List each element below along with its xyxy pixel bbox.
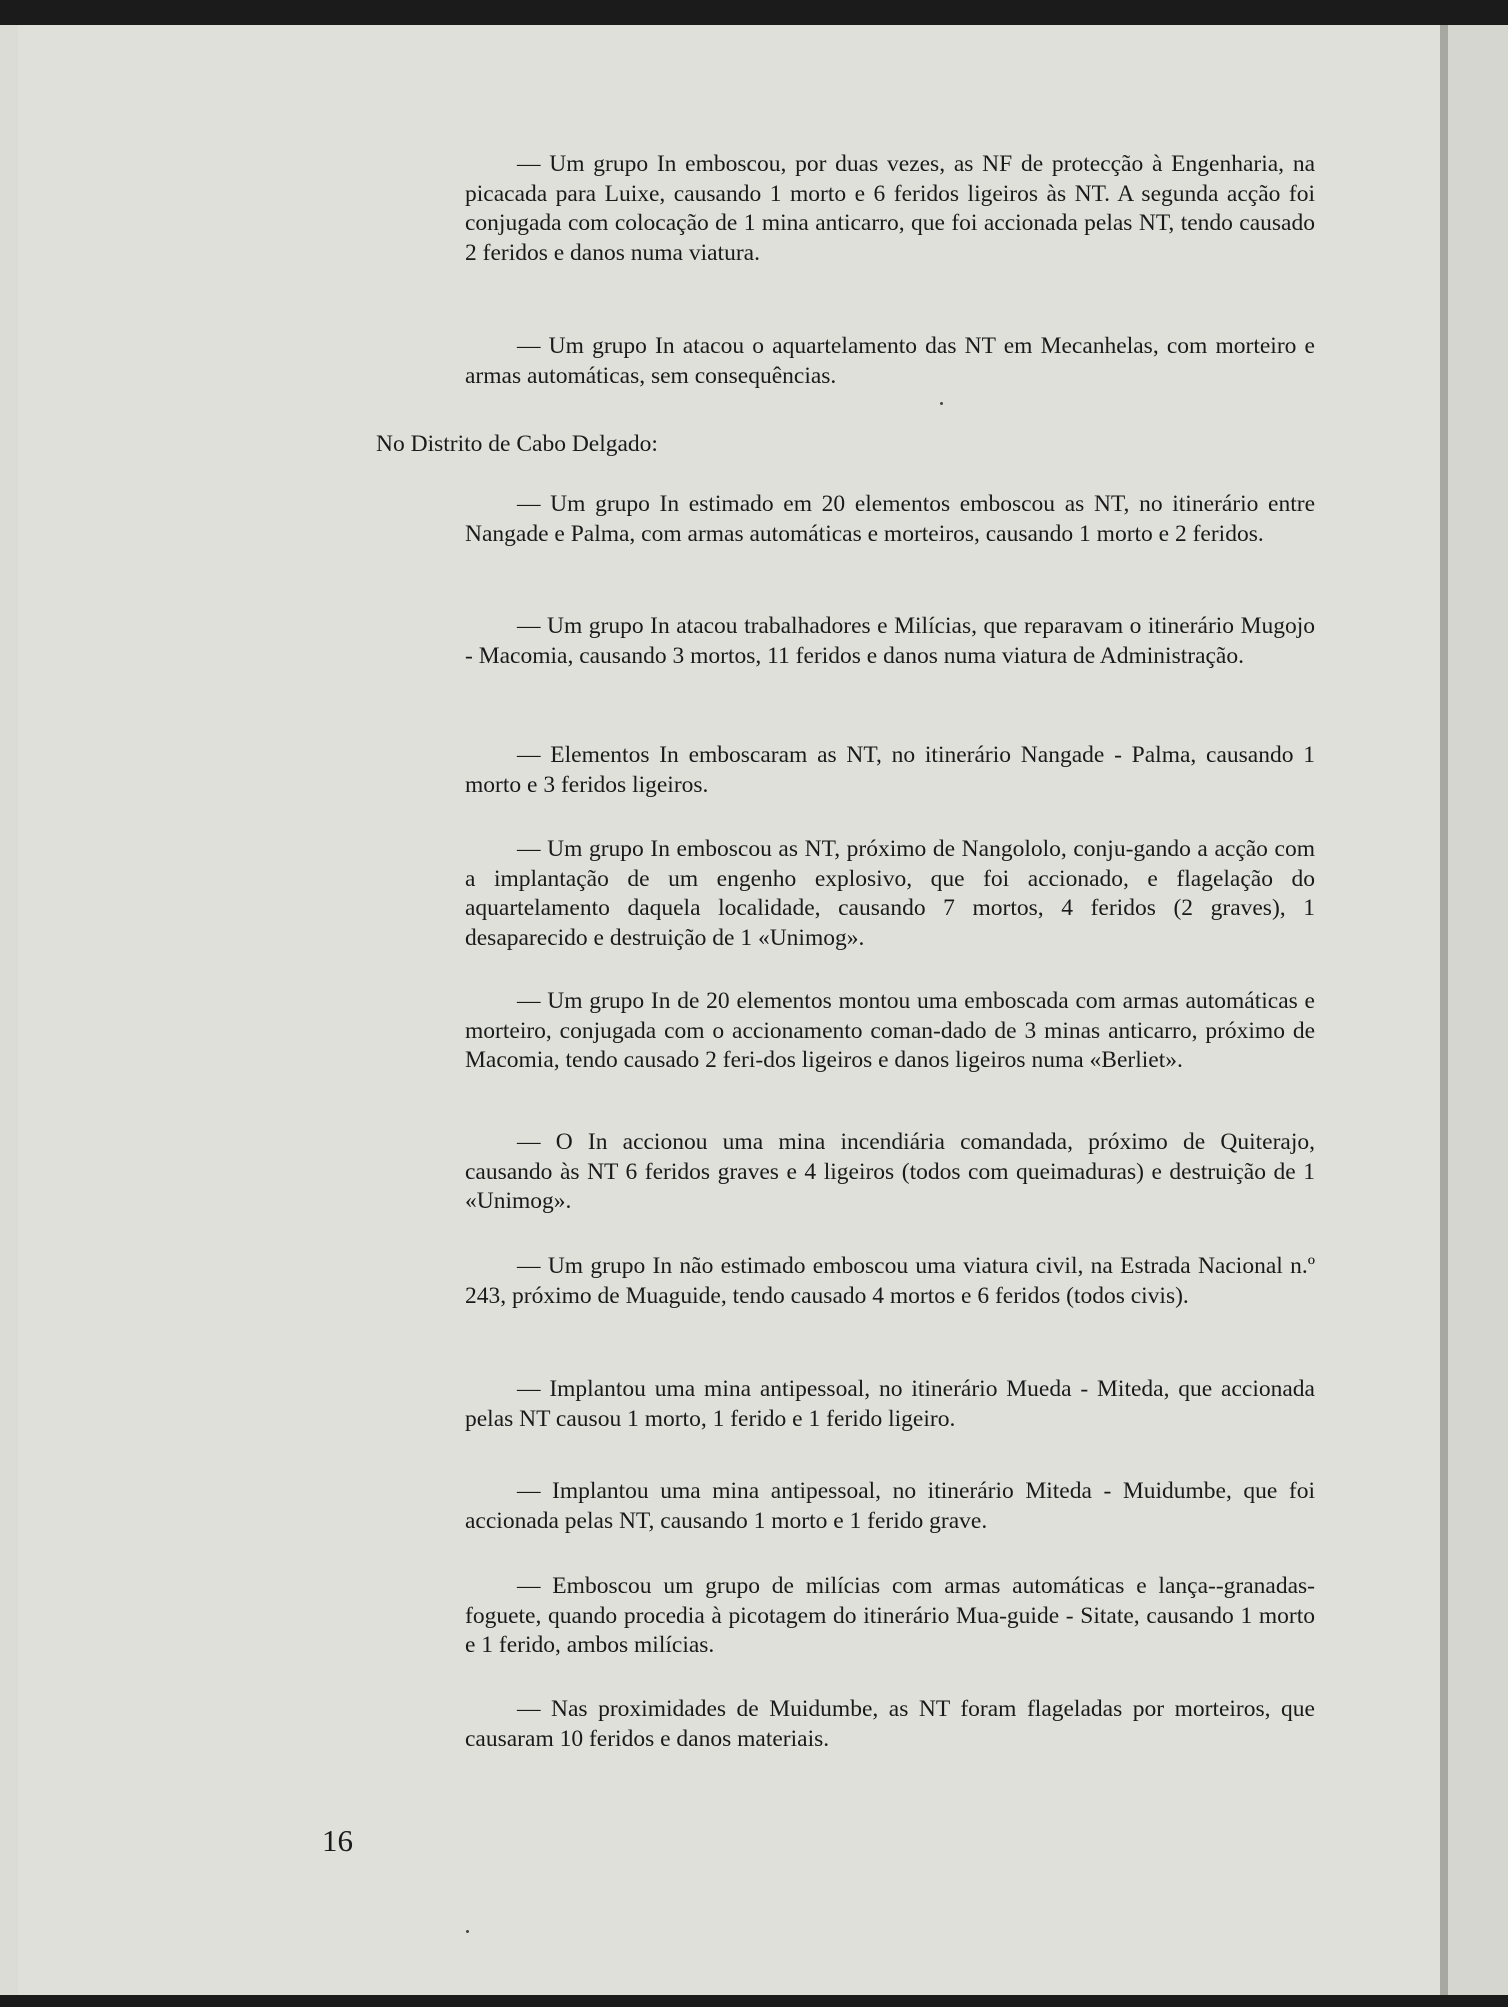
paragraph-10: — Implantou uma mina antipessoal, no itinerário Mueda - Miteda, que accionada pelas NT causou 1 morto, 1 ferido e 1 ferido ligeiro. (465, 1376, 1315, 1432)
paragraph-1: — Um grupo In emboscou, por duas vezes, as NF de protecção à Engenharia, na picacada para Luixe, causando 1 morto e 6 feridos ligeiros às NT. A segunda acção foi conjugada com colocação de 1 mina anticarro, que foi accionada pelas NT, tendo causado 2 feridos e danos numa viatura. (465, 151, 1315, 266)
paragraph-2: — Um grupo In atacou o aquartelamento das NT em Mecanhelas, com morteiro e armas automáticas, sem consequências. (465, 333, 1315, 389)
paragraph-13: — Nas proximidades de Muidumbe, as NT foram flageladas por morteiros, que causaram 10 feridos e danos materiais. (465, 1696, 1315, 1752)
scan-speck (466, 1930, 469, 1933)
paragraph-5: — Elementos In emboscaram as NT, no itinerário Nangade - Palma, causando 1 morto e 3 feridos ligeiros. (465, 742, 1315, 798)
page-sheet (18, 25, 1448, 1995)
scanned-page-area (0, 25, 1508, 1995)
page-edge-shadow (1440, 25, 1448, 1995)
paragraph-9: — Um grupo In não estimado emboscou uma viatura civil, na Estrada Nacional n.º 243, próximo de Muaguide, tendo causado 4 mortos e 6 feridos (todos civis). (465, 1253, 1315, 1309)
paragraph-7: — Um grupo In de 20 elementos montou uma emboscada com armas automáticas e morteiro, conjugada com o accionamento coman-dado de 3 minas anticarro, próximo de Macomia, tendo causado 2 feri-dos ligeiros e danos ligeiros numa «Berliet». (465, 988, 1315, 1073)
scan-speck (940, 402, 943, 405)
paragraph-4: — Um grupo In atacou trabalhadores e Milícias, que reparavam o itinerário Mugojo - Macomia, causando 3 mortos, 11 feridos e danos numa viatura de Administração. (465, 613, 1315, 669)
page-number: 16 (322, 1823, 353, 1858)
paragraph-11: — Implantou uma mina antipessoal, no itinerário Miteda - Muidumbe, que foi accionada pelas NT, causando 1 morto e 1 ferido grave. (465, 1478, 1315, 1534)
paragraph-8: — O In accionou uma mina incendiária comandada, próximo de Quiterajo, causando às NT 6 feridos graves e 4 ligeiros (todos com queimaduras) e destruição de 1 «Unimog». (465, 1129, 1315, 1214)
adjacent-page-strip (1448, 25, 1508, 1995)
paragraph-12: — Emboscou um grupo de milícias com armas automáticas e lança--granadas-foguete, quando procedia à picotagem do itinerário Mua-guide - Sitate, causando 1 morto e 1 ferido, ambos milícias. (465, 1573, 1315, 1658)
section-heading: No Distrito de Cabo Delgado: (376, 431, 658, 457)
paragraph-6: — Um grupo In emboscou as NT, próximo de Nangololo, conju-gando a acção com a implantação de um engenho explosivo, que foi accionado, e flagelação do aquartelamento daquela localidade, causando 7 mortos, 4 feridos (2 graves), 1 desaparecido e destruição de 1 «Unimog». (465, 836, 1315, 951)
paragraph-3: — Um grupo In estimado em 20 elementos emboscou as NT, no itinerário entre Nangade e Palma, com armas automáticas e morteiros, causando 1 morto e 2 feridos. (465, 491, 1315, 547)
